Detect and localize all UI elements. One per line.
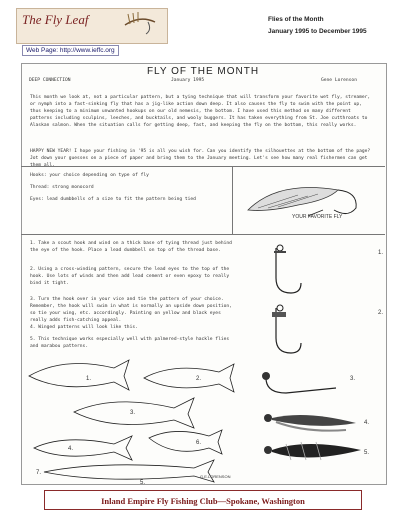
silhouette-number: 7. xyxy=(36,470,42,476)
step-1: 1. Take a scout hook and wind on a thick base of tying thread just behind the eye of the hook. Place a lead dumbbell on top of the thread base. xyxy=(30,241,232,253)
header-info xyxy=(268,14,367,38)
fish-silhouettes xyxy=(24,356,250,484)
silhouette-number: 4. xyxy=(68,446,74,452)
artist-signature: G.E.LORENSON xyxy=(200,474,231,479)
newsletter-brand: The Fly Leaf xyxy=(22,12,89,27)
club-footer xyxy=(44,490,362,510)
step-5: 5. This technique works especially well with palmered-style hackle flies and marabou patterns. xyxy=(30,337,230,349)
silhouette-number: 2. xyxy=(196,376,202,382)
new-year-paragraph: HAPPY NEW YEAR! I hope your fishing in '95 is all you wish for. Can you identify the silhouettes at the bottom of the page? Jot down your guesses on a piece of paper and bring them to the January meeting. Let's see how many real fishermen can get them all. xyxy=(30,149,371,168)
hook-number: 2. xyxy=(378,310,384,316)
step-2: 2. Using a cross-winding pattern, secure the lead eyes to the top of the hook. Use lots of winds and then add lead cement or even epoxy to really bind it tight. xyxy=(30,267,230,286)
date-range: January 1995 to December 1995 xyxy=(268,28,367,35)
hook-number: 3. xyxy=(350,376,356,382)
silhouette-number: 5. xyxy=(140,480,146,486)
divider xyxy=(21,166,385,167)
web-page-link[interactable]: Web Page: http://www.ieffc.org xyxy=(22,45,119,56)
divider xyxy=(21,234,385,235)
favorite-fly-drawing xyxy=(238,170,378,230)
divider xyxy=(232,166,233,234)
article-dept: DEEP CONNECTION xyxy=(29,78,71,83)
materials-eyes: Eyes: lead dumbbells of a size to fit the pattern being tied xyxy=(30,197,196,202)
article-title: FLY OF THE MONTH xyxy=(146,66,260,77)
article-title-bar xyxy=(21,63,385,87)
silhouette-number: 3. xyxy=(130,410,136,416)
step-3: 3. Turn the hook over in your vice and tie the pattern of your choice. Remember, the hook will swim in what is normally an upside down position, so tie your wing, etc. accordingly. Painting on yellow and black eyes really adds fish-catching appeal. xyxy=(30,297,232,323)
article-date: January 1995 xyxy=(171,78,205,83)
footer-text: Inland Empire Fly Fishing Club—Spokane, Washington xyxy=(101,496,305,506)
materials-hooks: Hooks: your choice depending on type of fly xyxy=(30,173,149,178)
materials-thread: Thread: strong monocord xyxy=(30,185,94,190)
step-4: 4. Winged patterns will look like this. xyxy=(30,325,138,330)
article-author: Gene Lorenson xyxy=(321,78,357,83)
figure-caption: YOUR FAVORITE FLY xyxy=(292,214,343,220)
section-title: Flies of the Month xyxy=(268,16,324,23)
fly-icon xyxy=(120,10,160,40)
hook-number: 5. xyxy=(364,450,370,456)
intro-paragraph: This month we look at, not a particular pattern, but a tying technique that will transform your favorite wet fly, streamer, or nymph into a fast-sinking fly that has a jig-like action down deep. It also causes the fly to swim with the point up, thus keeping to a minimum unwanted hookups on our old nemesis, the bottom. I have used this method on many different patterns including sculpins, leeches, and bucktails, and wooly buggers. It has taken everything from St. Joe cutthroats to Alaskan salmon. When the situation calls for getting deep, fast, and keeping the fly on the bottom, this really works. xyxy=(30,95,371,128)
hook-number: 1. xyxy=(378,250,384,256)
hook-number: 4. xyxy=(364,420,370,426)
silhouette-number: 1. xyxy=(86,376,92,382)
silhouette-number: 6. xyxy=(196,440,202,446)
hook-drawings xyxy=(246,238,386,478)
